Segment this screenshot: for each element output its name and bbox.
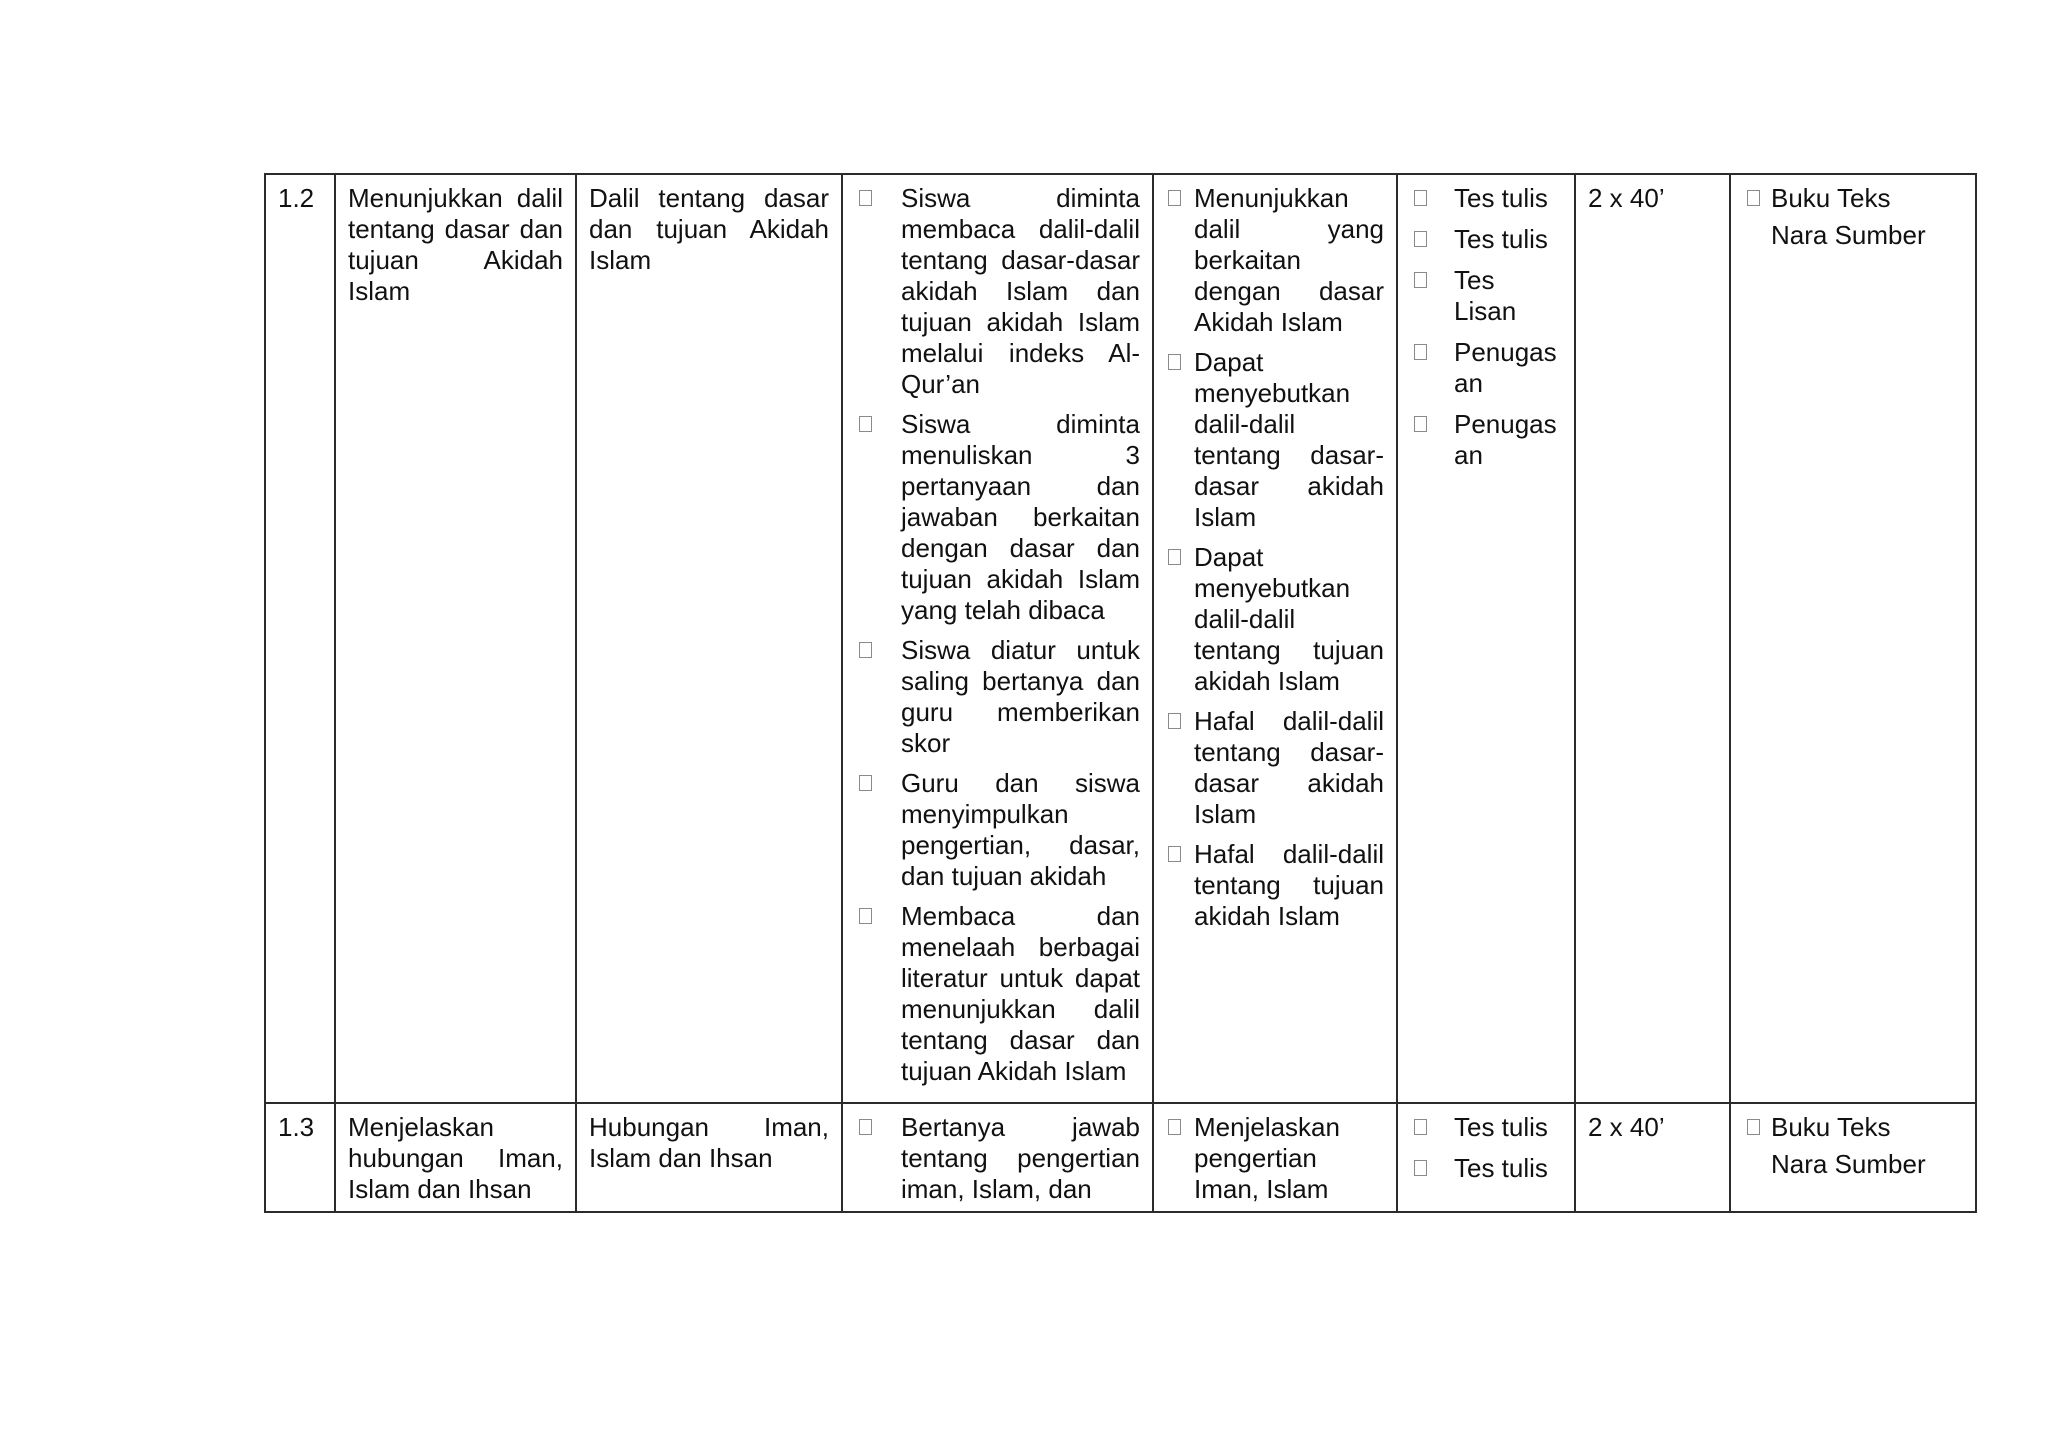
activities-list (855, 183, 1140, 1087)
competency-cell: Menunjukkan dalil tentang dasar dan tujuan Akidah Islam (335, 174, 576, 1103)
checkbox-icon (1414, 344, 1427, 360)
source-item: Nara Sumber (1771, 220, 1926, 250)
checkbox-icon (859, 642, 872, 658)
checkbox-icon (1414, 231, 1427, 247)
list-item: Bertanya jawab tentang pengertian iman, Islam, dan (855, 1112, 1140, 1205)
activities-cell (842, 1103, 1153, 1212)
checkbox-icon (1168, 846, 1181, 862)
list-item: Penugas an (1410, 337, 1562, 399)
list-item: Dapat menyebutkan dalil-dalil tentang tujuan akidah Islam (1166, 542, 1384, 697)
row-number: 1.3 (265, 1103, 335, 1212)
sources-cell (1730, 1103, 1976, 1212)
list-item: Membaca dan menelaah berbagai literatur untuk dapat menunjukkan dalil tentang dasar dan tujuan Akidah Islam (855, 901, 1140, 1087)
time-cell: 2 x 40’ (1575, 1103, 1730, 1212)
activities-list (855, 1112, 1140, 1205)
checkbox-icon (1414, 416, 1427, 432)
indicators-cell (1153, 1103, 1397, 1212)
list-item: Tes tulis (1410, 1153, 1562, 1184)
assessment-cell (1397, 1103, 1575, 1212)
syllabus-table (264, 173, 1977, 1213)
indicators-list (1166, 1112, 1384, 1205)
list-item: Buku Teks (1743, 1112, 1963, 1143)
list-item: Tes tulis (1410, 183, 1562, 214)
checkbox-icon (1168, 354, 1181, 370)
checkbox-icon (1747, 190, 1760, 206)
source-item: Nara Sumber (1771, 1149, 1926, 1179)
list-item: Dapat menyebutkan dalil-dalil tentang dasar-dasar akidah Islam (1166, 347, 1384, 533)
list-item: Hafal dalil-dalil tentang tujuan akidah Islam (1166, 839, 1384, 932)
indicators-list (1166, 183, 1384, 932)
checkbox-icon (859, 908, 872, 924)
sources-list (1743, 183, 1963, 214)
checkbox-icon (1168, 549, 1181, 565)
checkbox-icon (859, 775, 872, 791)
list-item: Tes tulis (1410, 1112, 1562, 1143)
table-row (265, 174, 1976, 1103)
checkbox-icon (859, 1119, 872, 1135)
material-cell: Dalil tentang dasar dan tujuan Akidah Islam (576, 174, 842, 1103)
competency-cell: Menjelaskan hubungan Iman, Islam dan Ihsan (335, 1103, 576, 1212)
table-row (265, 1103, 1976, 1212)
assessment-list (1410, 183, 1562, 471)
checkbox-icon (1414, 1119, 1427, 1135)
row-number: 1.2 (265, 174, 335, 1103)
checkbox-icon (1168, 1119, 1181, 1135)
checkbox-icon (1414, 272, 1427, 288)
indicators-cell (1153, 174, 1397, 1103)
list-item: Siswa diminta menuliskan 3 pertanyaan dan jawaban berkaitan dengan dasar dan tujuan akidah Islam yang telah dibaca (855, 409, 1140, 626)
list-item: Guru dan siswa menyimpulkan pengertian, dasar, dan tujuan akidah (855, 768, 1140, 892)
checkbox-icon (1414, 1160, 1427, 1176)
time-cell: 2 x 40’ (1575, 174, 1730, 1103)
list-item: Tes tulis (1410, 224, 1562, 255)
assessment-cell (1397, 174, 1575, 1103)
list-item: Tes Lisan (1410, 265, 1562, 327)
checkbox-icon (1168, 713, 1181, 729)
list-item: Hafal dalil-dalil tentang dasar-dasar akidah Islam (1166, 706, 1384, 830)
assessment-list (1410, 1112, 1562, 1184)
sources-cell (1730, 174, 1976, 1103)
material-cell: Hubungan Iman, Islam dan Ihsan (576, 1103, 842, 1212)
checkbox-icon (859, 190, 872, 206)
list-item: Siswa diminta membaca dalil-dalil tentang dasar-dasar akidah Islam dan tujuan akidah Islam melalui indeks Al-Qur’an (855, 183, 1140, 400)
list-item: Menunjukkan dalil yang berkaitan dengan dasar Akidah Islam (1166, 183, 1384, 338)
checkbox-icon (1168, 190, 1181, 206)
list-item: Menjelaskan pengertian Iman, Islam (1166, 1112, 1384, 1205)
sources-list (1743, 1112, 1963, 1143)
list-item: Siswa diatur untuk saling bertanya dan guru memberikan skor (855, 635, 1140, 759)
activities-cell (842, 174, 1153, 1103)
list-item: Penugas an (1410, 409, 1562, 471)
list-item: Buku Teks (1743, 183, 1963, 214)
checkbox-icon (1747, 1119, 1760, 1135)
checkbox-icon (1414, 190, 1427, 206)
checkbox-icon (859, 416, 872, 432)
